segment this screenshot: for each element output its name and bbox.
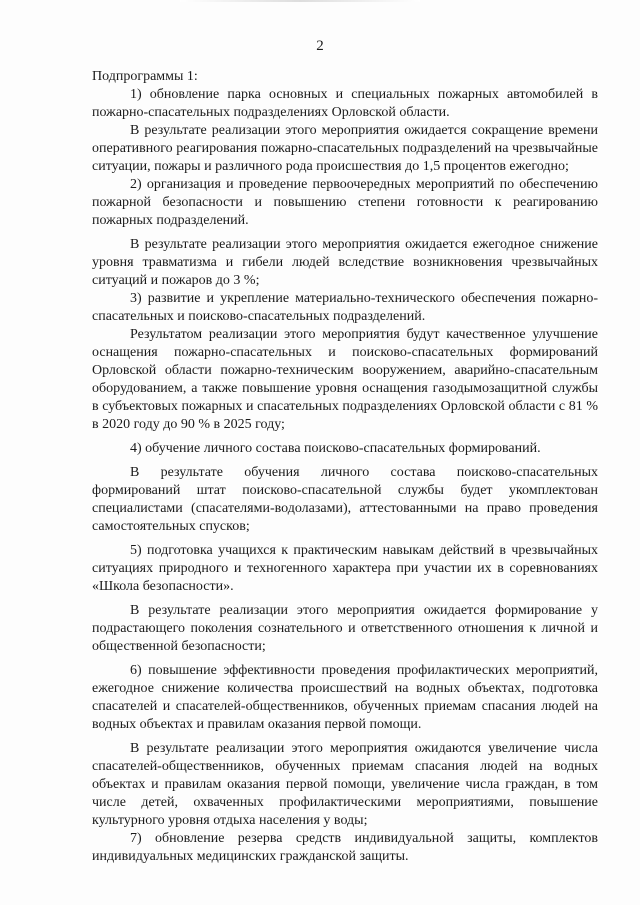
paragraph-1: 1) обновление парка основных и специальных пожарных автомобилей в пожарно-спасательных подразделениях Орловской области. bbox=[92, 87, 598, 120]
paragraph-12: В результате реализации этого мероприятия ожидаются увеличение числа спасателей-общественников, обученных приемам спасания людей на водных объектах и правилам оказания первой помощи, увеличение числа граждан, в том числе детей, охваченных профилактическими мероприятиями, повышение культурного уровня отдыха населения у воды; bbox=[92, 741, 598, 828]
section-heading: Подпрограммы 1: bbox=[92, 69, 198, 84]
paragraph-13: 7) обновление резерва средств индивидуальной защиты, комплектов индивидуальных медицинских гражданской защиты. bbox=[92, 831, 598, 864]
paragraph-11: 6) повышение эффективности проведения профилактических мероприятий, ежегодное снижение количества происшествий на водных объектах, подготовка спасателей и спасателей-общественников, обученных приемам спасания людей на водных объектах и правилам оказания первой помощи. bbox=[92, 663, 598, 732]
paragraph-3: 2) организация и проведение первоочередных мероприятий по обеспечению пожарной безопасности и повышению степени готовности к реагированию пожарных подразделений. bbox=[92, 177, 598, 228]
paragraph-6: Результатом реализации этого мероприятия будут качественное улучшение оснащения пожарно-спасательных и поисково-спасательных формирований Орловской области пожарно-техническим вооружением, аварийно-спасательным оборудованием, а также повышение уровня оснащения газодымозащитной службы в субъектовых пожарных и спасательных подразделениях Орловской области с 81 % в 2020 году до 90 % в 2025 году; bbox=[92, 327, 598, 432]
scan-edge-mark bbox=[180, 0, 420, 2]
paragraph-10: В результате реализации этого мероприятия ожидается формирование у подрастающего поколения сознательного и ответственного отношения к личной и общественной безопасности; bbox=[92, 603, 598, 654]
page-number: 2 bbox=[316, 38, 324, 54]
paragraph-7: 4) обучение личного состава поисково-спасательных формирований. bbox=[130, 441, 541, 456]
paragraph-4: В результате реализации этого мероприятия ожидается ежегодное снижение уровня травматизма и гибели людей вследствие возникновения чрезвычайных ситуаций и пожаров до 3 %; bbox=[92, 237, 598, 288]
paragraph-9: 5) подготовка учащихся к практическим навыкам действий в чрезвычайных ситуациях природного и техногенного характера при участии их в соревнованиях «Школа безопасности». bbox=[92, 543, 598, 594]
document-body bbox=[92, 68, 598, 866]
paragraph-8: В результате обучения личного состава поисково-спасательных формирований штат поисково-спасательной службы будет укомплектован специалистами (спасателями-водолазами), аттестованными на право проведения самостоятельных спусков; bbox=[92, 465, 598, 534]
paragraph-5: 3) развитие и укрепление материально-технического обеспечения пожарно-спасательных и поисково-спасательных подразделений. bbox=[92, 291, 598, 324]
paragraph-2: В результате реализации этого мероприятия ожидается сокращение времени оперативного реагирования пожарно-спасательных подразделений на чрезвычайные ситуации, пожары и различного рода происшествия до 1,5 процентов ежегодно; bbox=[92, 123, 598, 174]
